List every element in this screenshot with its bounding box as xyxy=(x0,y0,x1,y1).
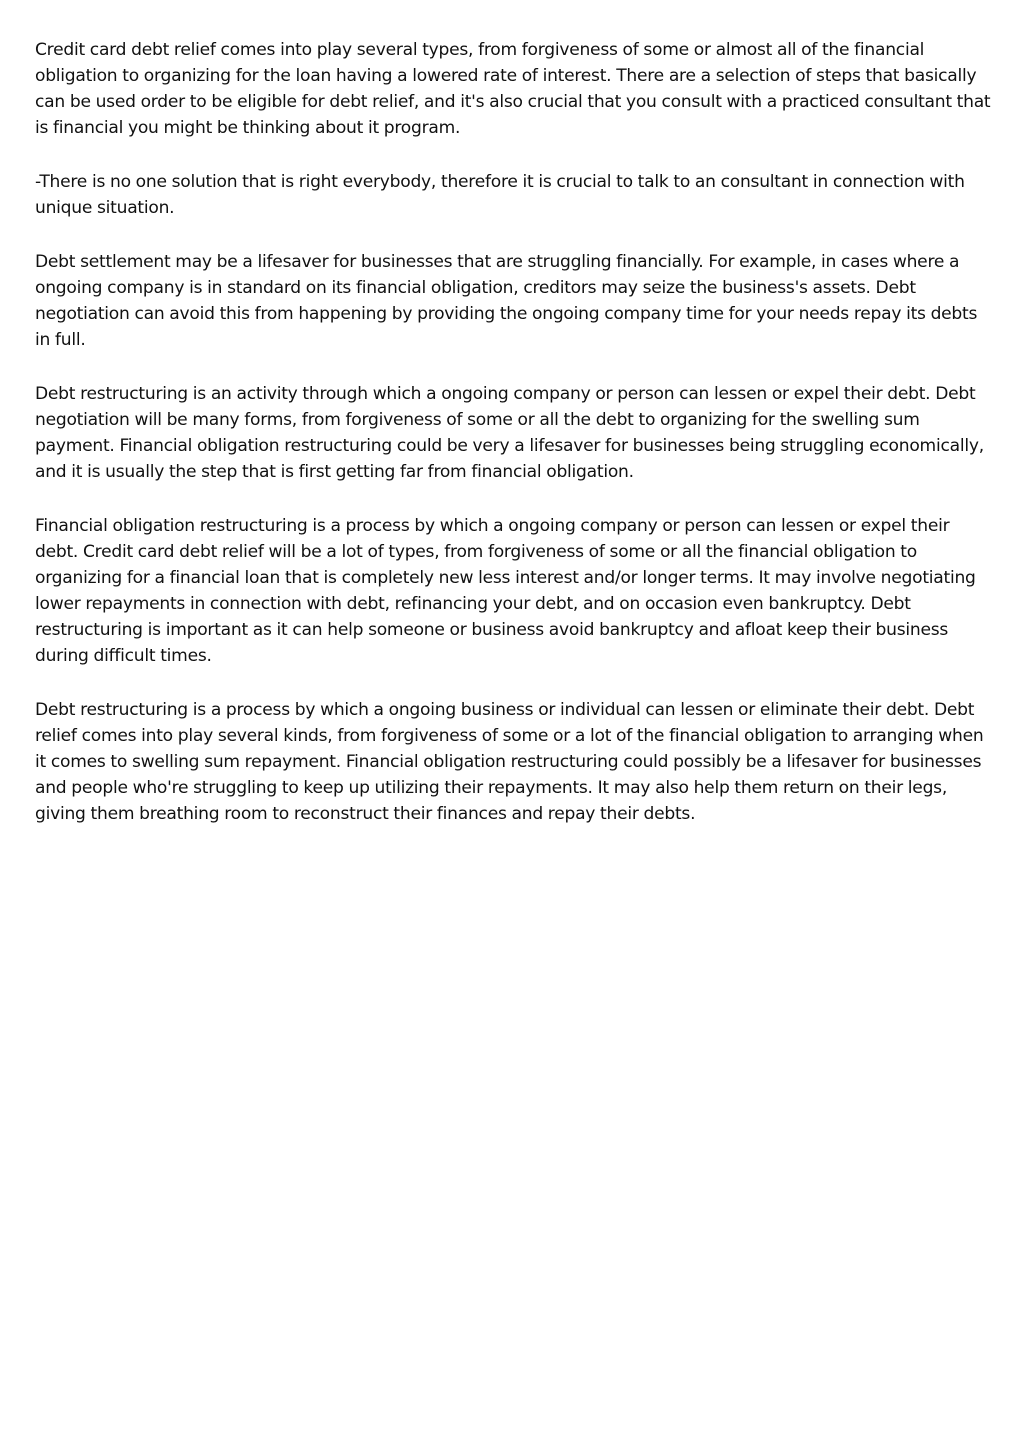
paragraph-6: Debt restructuring is a process by which a ongoing business or individual can lessen or eliminate their debt. Debt relief comes into play several kinds, from forgiveness of some or a lot of the financial obligation to arranging when it comes to swelling sum repayment. Financial obligation restructuring could possibly be a lifesaver for businesses and people who're struggling to keep up utilizing their repayments. It may also help them return on their legs, giving them breathing room to reconstruct their finances and repay their debts. xyxy=(35,700,984,824)
paragraph-4: Debt restructuring is an activity through which a ongoing company or person can lessen or expel their debt. Debt negotiation will be many forms, from forgiveness of some or all the debt to organizing for the swelling sum payment. Financial obligation restructuring could be very a lifesaver for businesses being struggling economically, and it is usually the step that is first getting far from financial obligation. xyxy=(35,384,984,482)
paragraph-3: Debt settlement may be a lifesaver for businesses that are struggling financially. For example, in cases where a ongoing company is in standard on its financial obligation, creditors may seize the business's assets. Debt negotiation can avoid this from happening by providing the ongoing company time for your needs repay its debts in full. xyxy=(35,252,978,350)
paragraph-1: Credit card debt relief comes into play several types, from forgiveness of some or almost all of the financial obligation to organizing for the loan having a lowered rate of interest. There are a selection of steps that basically can be used order to be eligible for debt relief, and it's also crucial that you consult with a practiced consultant that is financial you might be thinking about it program. xyxy=(35,40,991,138)
paragraph-5: Financial obligation restructuring is a process by which a ongoing company or person can lessen or expel their debt. Credit card debt relief will be a lot of types, from forgiveness of some or all the financial obligation to organizing for a financial loan that is completely new less interest and/or longer terms. It may involve negotiating lower repayments in connection with debt, refinancing your debt, and on occasion even bankruptcy. Debt restructuring is important as it can help someone or business avoid bankruptcy and afloat keep their business during difficult times. xyxy=(35,516,976,666)
paragraph-2: -There is no one solution that is right everybody, therefore it is crucial to talk to an consultant in connection with unique situation. xyxy=(35,172,965,218)
